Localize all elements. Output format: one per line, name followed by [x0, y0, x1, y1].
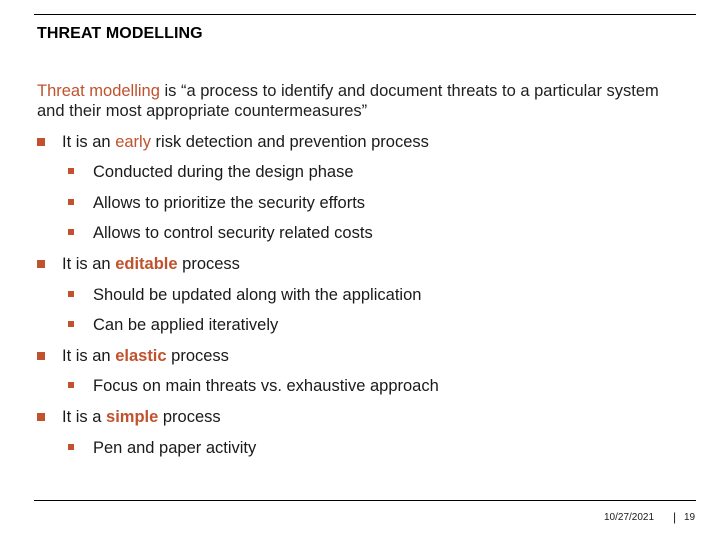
sub-bullet-text: Allows to prioritize the security efforts	[93, 194, 366, 212]
sub-bullet-square-icon	[68, 229, 74, 235]
sub-bullet-text: Pen and paper activity	[93, 439, 257, 457]
sub-bullet-text: Can be applied iteratively	[93, 316, 279, 334]
footer-separator: |	[673, 510, 677, 524]
sub-bullet-text: Allows to control security related costs	[93, 224, 373, 242]
footer-date: 10/27/2021	[604, 512, 655, 523]
sub-bullet-square-icon	[68, 168, 74, 174]
bullet-square-icon	[37, 138, 45, 146]
sub-bullet-text: Conducted during the design phase	[93, 163, 354, 181]
sub-bullet-square-icon	[68, 382, 74, 388]
bullet-square-icon	[37, 413, 45, 421]
sub-bullet-square-icon	[68, 444, 74, 450]
bullet-square-icon	[37, 260, 45, 268]
bullet-square-icon	[37, 352, 45, 360]
sub-bullet-text: Should be updated along with the application	[93, 286, 422, 304]
page-number: 19	[684, 512, 696, 523]
intro-paragraph	[37, 81, 687, 121]
bullet-text: It is an early risk detection and prevention process	[62, 133, 429, 151]
slide-title: THREAT MODELLING	[37, 25, 203, 42]
bullet-text: It is an editable process	[62, 255, 240, 273]
sub-bullet-square-icon	[68, 199, 74, 205]
bottom-rule	[34, 500, 696, 501]
intro-term: Threat modelling	[37, 82, 160, 100]
sub-bullet-square-icon	[68, 321, 74, 327]
bullet-text: It is an elastic process	[62, 347, 229, 365]
top-rule	[34, 14, 696, 15]
sub-bullet-square-icon	[68, 291, 74, 297]
bullet-text: It is a simple process	[62, 408, 221, 426]
intro-text: is “a process to identify and document threats to a particular system and their most appropriate countermeasures”	[37, 82, 659, 120]
sub-bullet-text: Focus on main threats vs. exhaustive approach	[93, 377, 439, 395]
